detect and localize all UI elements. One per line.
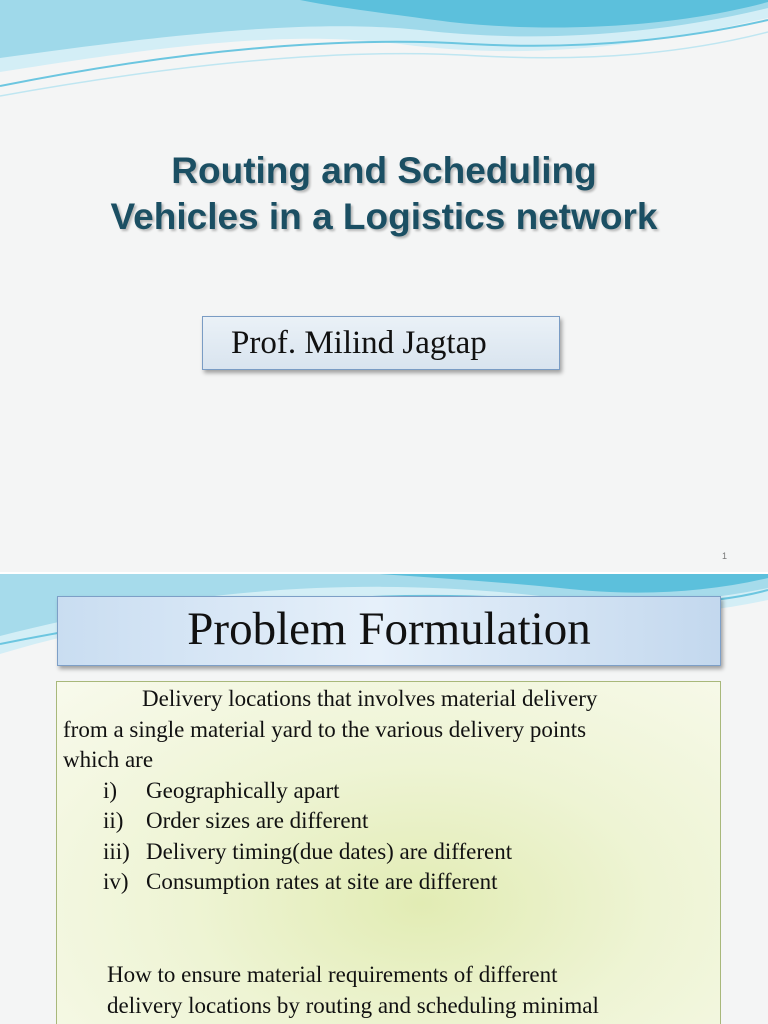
intro-line-1: Delivery locations that involves material delivery [142,686,598,711]
heading-box [57,596,721,666]
slide-title [0,148,768,240]
content-box [56,681,721,1024]
list-item-text: Consumption rates at site are different [146,869,498,894]
intro-line-3: which are [63,747,154,772]
question-line-2: delivery locations by routing and scheduling minimal [107,993,599,1018]
problem-slide [0,574,768,1024]
slide-heading: Problem Formulation [187,603,591,655]
page-number: 1 [722,551,728,561]
list-item-text: Order sizes are different [146,808,369,833]
title-line-1: Routing and Scheduling [171,150,597,191]
author-box [202,316,560,370]
list-item-text: Delivery timing(due dates) are different [146,839,513,864]
wave-decoration [0,0,768,110]
author-name: Prof. Milind Jagtap [231,325,487,361]
list-item-text: Geographically apart [146,778,340,803]
list-item-number: iv) [103,869,129,894]
list-item-number: ii) [103,808,124,833]
question-line-1: How to ensure material requirements of different [107,962,558,987]
list-item-number: iii) [103,839,130,864]
list-item-number: i) [103,778,118,803]
intro-line-2: from a single material yard to the various delivery points [63,717,587,742]
title-line-2: Vehicles in a Logistics network [110,196,658,237]
